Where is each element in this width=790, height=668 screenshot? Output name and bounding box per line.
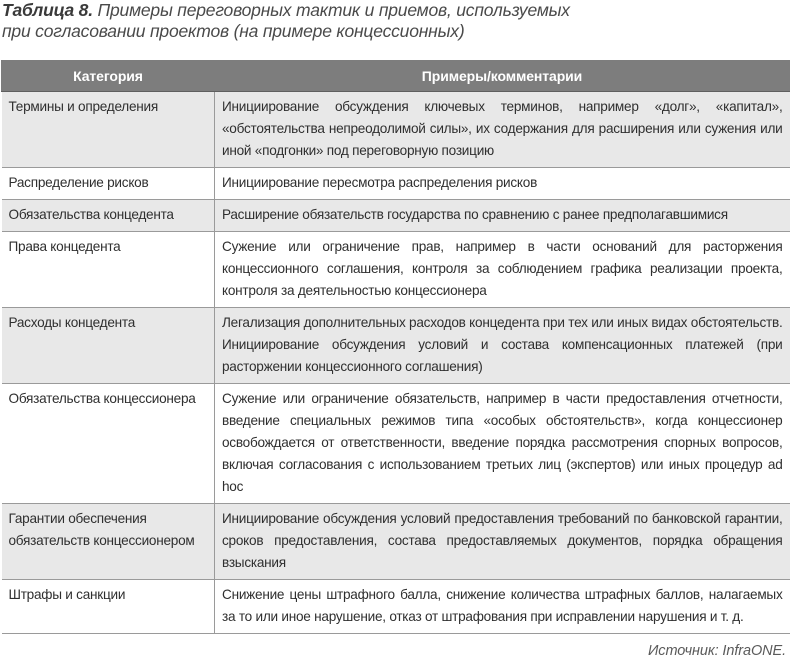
- table-row: [2, 232, 790, 308]
- table-row: [2, 580, 790, 634]
- header-category: Категория: [2, 61, 215, 92]
- row-category: Расходы концедента: [2, 308, 215, 384]
- row-category: Распределение рисков: [2, 168, 215, 200]
- row-comment: Снижение цены штрафного балла, снижение количества штрафных баллов, налагаемых за то или иное нарушение, отказ от штрафования при исправлении нарушения и т. д.: [215, 580, 790, 634]
- row-comment: Расширение обязательств государства по сравнению с ранее предполагавшимися: [215, 200, 790, 232]
- row-category: Термины и определения: [2, 92, 215, 168]
- row-category: Гарантии обеспечения обязательств концессионером: [2, 504, 215, 580]
- table-row: [2, 92, 790, 168]
- row-comment: Сужение или ограничение прав, например в части оснований для расторжения концессионного соглашения, контроля за соблюдением графика реализации проекта, контроля за деятельностью концессионера: [215, 232, 790, 308]
- table-row: [2, 168, 790, 200]
- table-row: [2, 200, 790, 232]
- row-category: Обязательства концедента: [2, 200, 215, 232]
- table-row: [2, 308, 790, 384]
- tactics-table-container: [1, 60, 789, 634]
- row-comment: Инициирование обсуждения условий предоставления требований по банковской гарантии, сроков предоставления, состава предоставляемых документов, порядка обращения взыскания: [215, 504, 790, 580]
- tactics-table: [1, 60, 790, 634]
- row-category: Штрафы и санкции: [2, 580, 215, 634]
- row-comment: Инициирование обсуждения ключевых терминов, например «долг», «капитал», «обстоятельства непреодолимой силы», их содержания для расширения или сужения или иной «подгонки» под переговорную позицию: [215, 92, 790, 168]
- table-header-row: [2, 61, 790, 92]
- source-note: Источник: InfraONE.: [648, 643, 786, 659]
- caption-label: Таблица 8.: [2, 0, 93, 20]
- table-row: [2, 384, 790, 504]
- table-caption: [2, 0, 762, 42]
- caption-line-1: Примеры переговорных тактик и приемов, используемых: [97, 0, 570, 20]
- row-category: Обязательства концессионера: [2, 384, 215, 504]
- caption-line-2: при согласовании проектов (на примере концессионных): [2, 21, 465, 41]
- row-comment: Инициирование пересмотра распределения рисков: [215, 168, 790, 200]
- header-comments: Примеры/комментарии: [215, 61, 790, 92]
- row-comment: Сужение или ограничение обязательств, например в части предоставления отчетности, введение специальных режимов типа «особых обстоятельств», когда концессионер освобождается от ответственности, введение порядка рассмотрения спорных вопросов, включая согласования с использованием третьих лиц (экспертов) или иных процедур ad hoc: [215, 384, 790, 504]
- table-row: [2, 504, 790, 580]
- row-category: Права концедента: [2, 232, 215, 308]
- row-comment: Легализация дополнительных расходов концедента при тех или иных видах обстоятельств. Инициирование обсуждения условий и состава компенсационных платежей (при расторжении концессионного соглашения): [215, 308, 790, 384]
